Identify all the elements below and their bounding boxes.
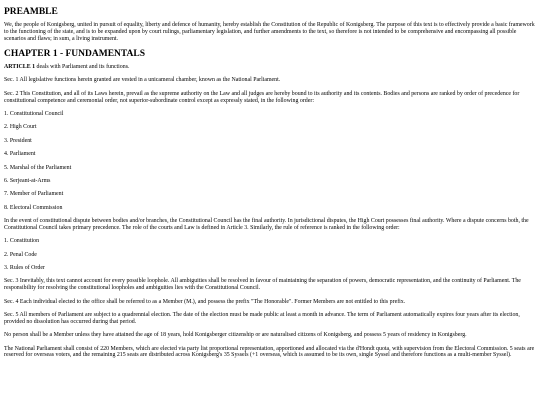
- composition-paragraph: The National Parliament shall consist of 220 Members, which are elected via party list proportional representation, apportioned and allocated via the d'Hondt quota, with supervision from the Electoral Commission. 5 seats are reserved for overseas voters, and the remaining 215 seats are distributed across Konigsberg's 35 Syssels (+1 overseas, which is assumed to be its own, single Syssel and therefore functions as a multi-member Syssel).: [4, 345, 535, 359]
- precedence-item: 2. High Court: [4, 124, 37, 131]
- dispute-paragraph: In the event of constitutional dispute between bodies and/or branches, the Constitutional Council has the final authority. In jurisdictional disputes, the High Court possesses final authority. Where a dispute concerns both, the Constitutional Council takes primary precedence. The role of the courts and Law is defined in Article 3. Similarly, the rule of reference is ranked in the following order:: [4, 218, 529, 231]
- precedence-item: 7. Member of Parliament: [4, 191, 64, 198]
- section-1: Sec. 1 All legislative functions herein granted are vested in a unicameral chamber, known as the National Parliament.: [4, 77, 281, 84]
- article-intro: [4, 64, 536, 71]
- reference-item: 1. Constitution: [4, 238, 40, 245]
- chapter-heading: CHAPTER 1 - FUNDAMENTALS: [4, 48, 146, 59]
- precedence-item: 8. Electoral Commission: [4, 204, 63, 211]
- article-label: ARTICLE 1: [4, 63, 36, 70]
- precedence-item: 1. Constitutional Council: [4, 110, 64, 117]
- precedence-item: 4. Parliament: [4, 151, 36, 158]
- section-4: Sec. 4 Each individual elected to the office shall be referred to as a Member (M.), and possess the prefix "The Honorable". Former Members are not entitled to this prefix.: [4, 298, 406, 305]
- precedence-item: 5. Marshal of the Parliament: [4, 164, 72, 171]
- preamble-heading: PREAMBLE: [4, 7, 58, 17]
- article-text: deals with Parliament and its functions.: [35, 63, 130, 70]
- reference-item: 3. Rules of Order: [4, 265, 45, 272]
- preamble-text: We, the people of Konigsberg, united in pursuit of equality, liberty and defence of humanity, hereby establish the Constitution of the Republic of Konigsberg. The purpose of this text is to effectively provide a basic framework to the functioning of the state, and is to be expanded upon by court rulings, parliamentary legislation, and further amendments to the text, so therefore is not intended to be comprehensive and encompassing all possible scenarios and flaws; in sum, a living instrument.: [4, 22, 535, 42]
- section-2: Sec. 2 This Constitution, and all of its Laws herein, prevail as the supreme authority on the Law and all judges are hereby bound to its authority and its contents. Bodies and persons are ranked by order of precedence for constitutional competence and ceremonial order, not superior-subordinate control except as expressly stated, in the following order:: [4, 90, 520, 104]
- eligibility-paragraph: No person shall be a Member unless they have attained the age of 18 years, hold Konigsberger citizenship or are naturalised citizens of Konigsberg, and possess 5 years of residency in Konigsberg.: [4, 332, 467, 339]
- precedence-item: 6. Serjeant-at-Arms: [4, 177, 51, 184]
- section-5: Sec. 5 All members of Parliament are subject to a quadrennial election. The date of the election must be made public at least a month in advance. The term of Parliament automatically expires four years after its election, provided no dissolution has occurred during that period.: [4, 312, 520, 325]
- reference-item: 2. Penal Code: [4, 251, 37, 258]
- precedence-item: 3. President: [4, 137, 32, 144]
- section-3: Sec. 3 Inevitably, this text cannot account for every possible loophole. All ambiguities shall be resolved in favour of maintaining the separation of powers, democratic representation, and the continuity of Parliament. The responsibility for resolving the constitutional loopholes and ambiguities lies with the Constitutional Council.: [4, 278, 521, 292]
